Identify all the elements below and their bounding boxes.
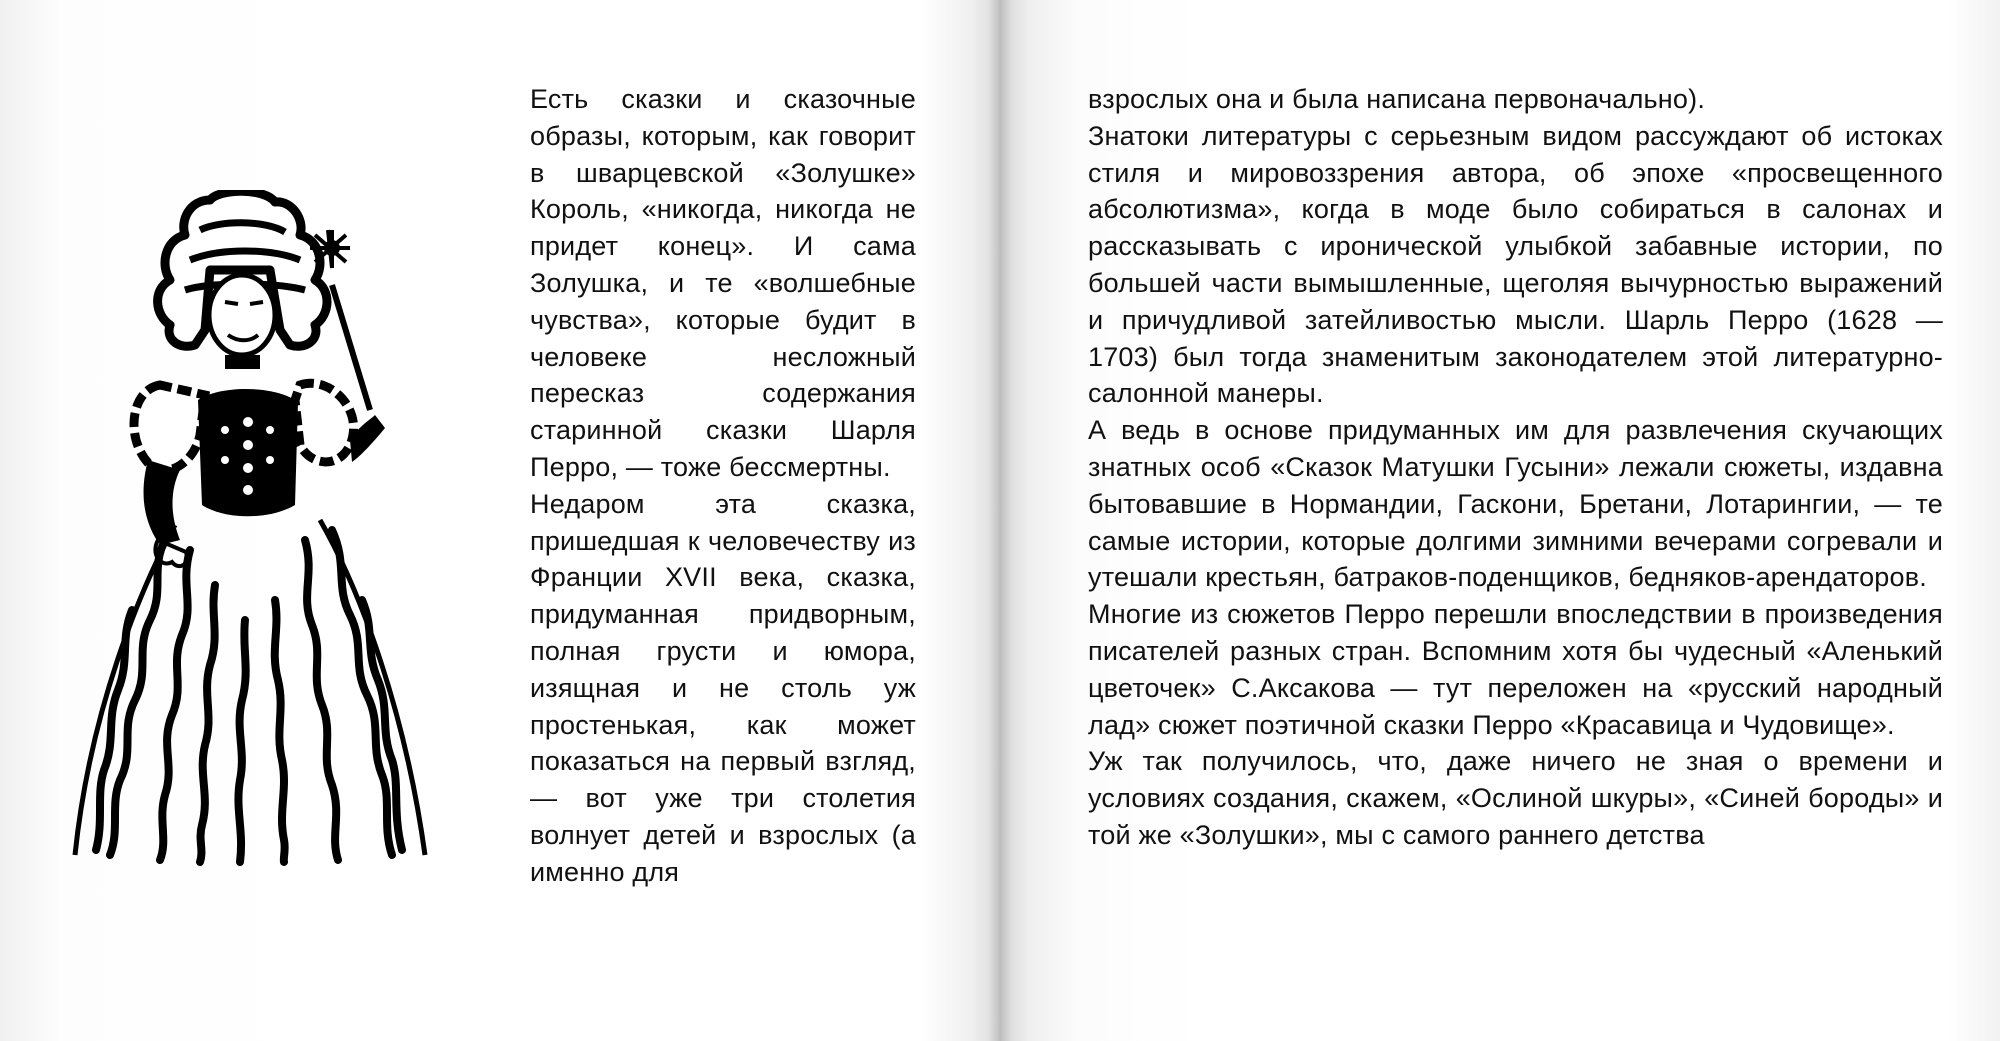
paragraph: Уж так получилось, что, даже ничего не зная о времени и условиях создания, скажем, «Ослиной шкуры», «Синей бороды» и той же «Золушки», мы с самого раннего детства bbox=[1088, 746, 1943, 850]
paragraph: Недаром эта сказка, пришедшая к человечеству из Франции XVII века, сказка, придуманная придворным, полная грусти и юмора, изящная и не столь уж простенькая, как может показаться на первый взгляд, — вот уже три столетия волнует детей и взрослых (а именно для bbox=[530, 488, 916, 887]
paragraph: Есть сказки и сказочные образы, которым, как говорит в шварцевской «Золушке» Король, «никогда, никогда не придет конец». И сама Золушка, и те «волшебные чувства», которые будит в человеке несложный пересказ содержания старинной сказки Шарля Перро, — тоже бессмертны. bbox=[530, 84, 916, 482]
left-text-column bbox=[530, 81, 916, 891]
right-page bbox=[1000, 0, 2000, 1041]
fairy-godmother-icon bbox=[70, 190, 460, 910]
paragraph: взрослых она и была написана первоначально). bbox=[1088, 84, 1706, 114]
paragraph: Знатоки литературы с серьезным видом рассуждают об истоках стиля и мировоззрения автора, об эпохе «просвещенного абсолютизма», когда в моде было собираться в салонах и рассказывать с иронической улыбкой забавные истории, по большей части вымышленные, щеголяя вычурностью выражений и причудливой затейливостью мысли. Шарль Перро (1628 — 1703) был тогда знаменитым законодателем этой литературно-салонной манеры. bbox=[1088, 120, 1943, 409]
paragraph: Многие из сюжетов Перро перешли впоследствии в произведения писателей разных стран. Вспомним хотя бы чудесный «Аленький цветочек» С.Аксакова — тут переложен на «русский народный лад» сюжет поэтичной сказки Перро «Красавица и Чудовище». bbox=[1088, 599, 1943, 740]
paragraph: А ведь в основе придуманных им для развлечения скучающих знатных особ «Сказок Матушки Гусыни» лежали сюжеты, издавна бытовавшие в Нормандии, Гаскони, Бретани, Лотарингии, — те самые истории, которые долгими зимними вечерами согревали и утешали крестьян, батраков-поденщиков, бедняков-арендаторов. bbox=[1088, 415, 1943, 593]
fairy-godmother-illustration bbox=[70, 190, 460, 910]
right-text-column bbox=[1088, 81, 1943, 854]
book-gutter bbox=[988, 0, 1012, 1041]
